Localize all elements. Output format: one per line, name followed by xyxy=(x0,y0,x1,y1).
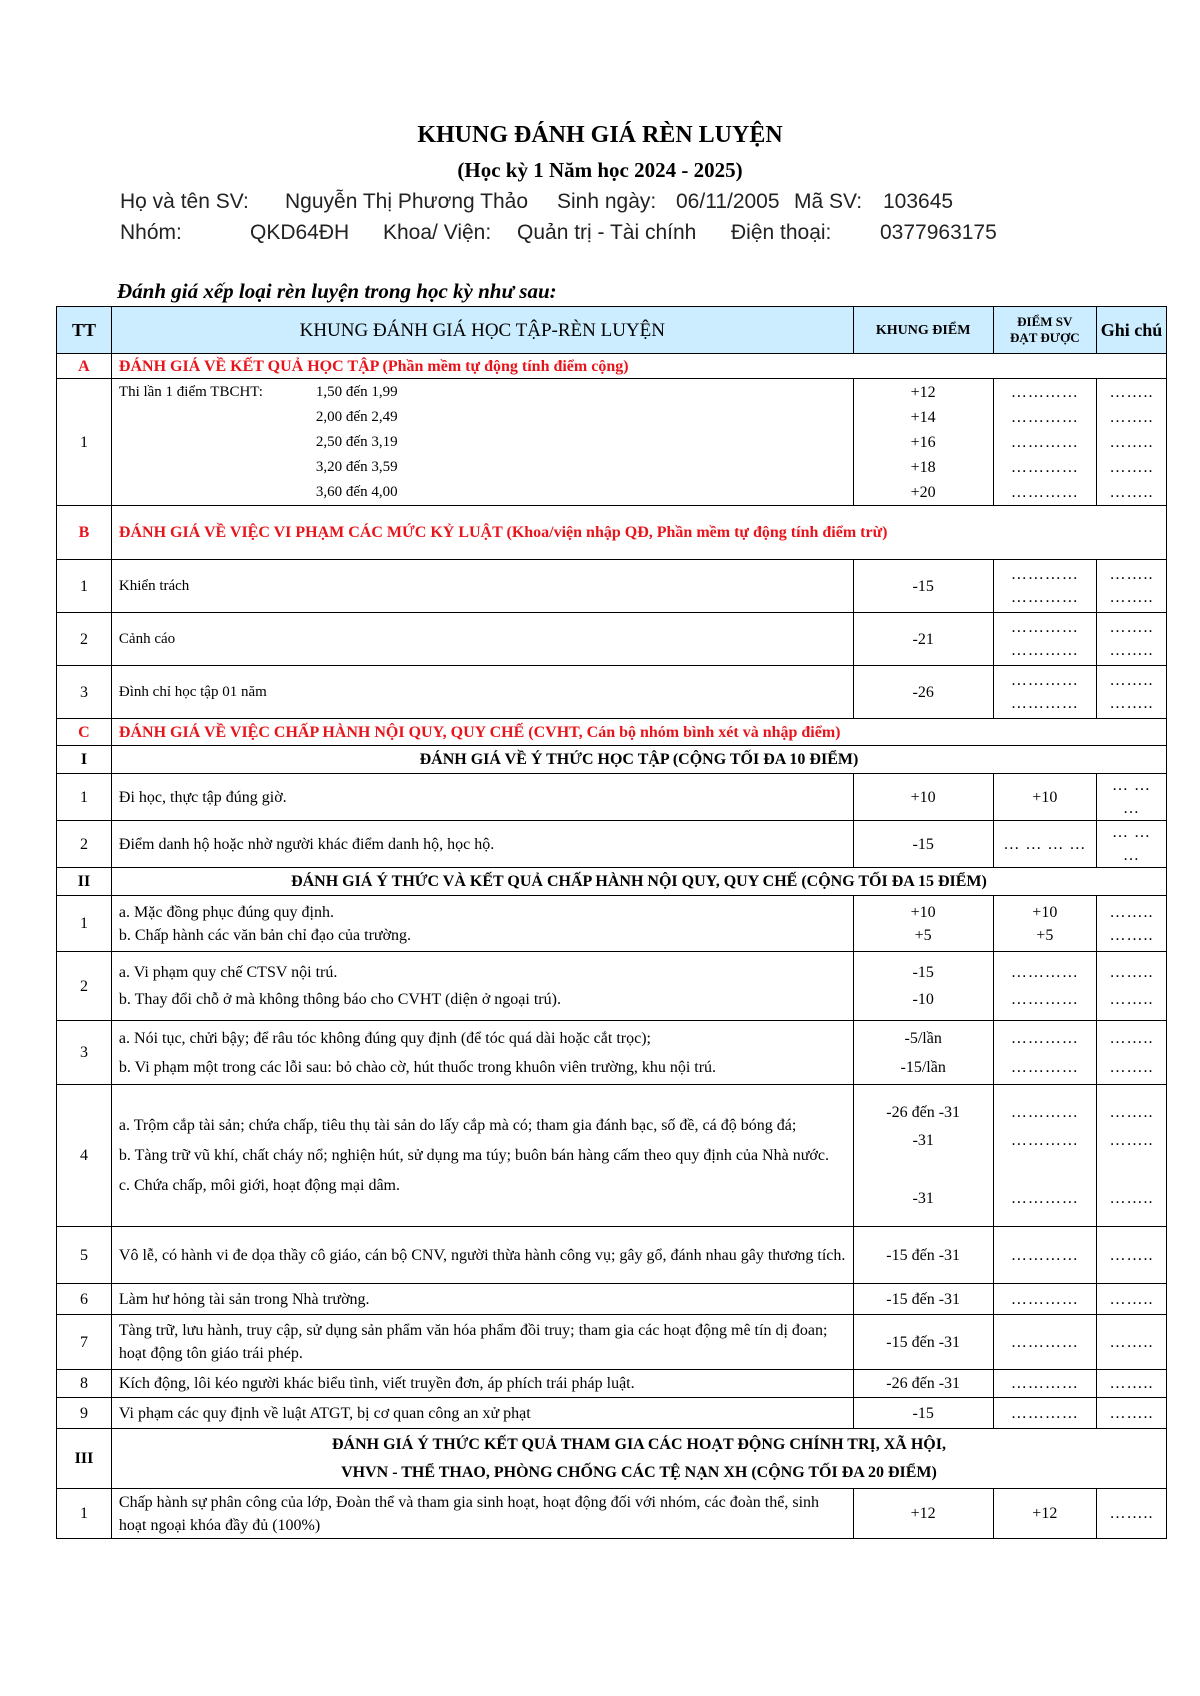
row-text: Chấp hành sự phân công của lớp, Đoàn thể và tham gia sinh hoạt, hoạt động đối với nhóm, các đoàn thể, sinh hoạt ngoại khóa đầy đủ (100%) xyxy=(111,1489,853,1539)
row-text: Làm hư hỏng tài sản trong Nhà trường. xyxy=(111,1284,853,1315)
row-number: 8 xyxy=(57,1370,112,1398)
note-field[interactable]: … … … xyxy=(1096,774,1166,821)
note-field[interactable]: … … … xyxy=(1096,821,1166,868)
table-row xyxy=(57,896,1167,952)
row-text: a. Vi phạm quy chế CTSV nội trú. b. Thay đổi chỗ ở mà không thông báo cho CVHT (diện ở ngoại trú). xyxy=(111,952,853,1021)
row-points: +10 +5 xyxy=(853,896,993,952)
note-field[interactable]: …….. …….. xyxy=(1096,952,1166,1021)
table-row xyxy=(57,1021,1167,1085)
subsection-ii xyxy=(57,868,1167,896)
student-points-field[interactable]: +12 xyxy=(993,1489,1096,1539)
note-field[interactable]: …….. xyxy=(1096,1398,1166,1429)
row-text: Khiển trách xyxy=(111,560,853,613)
row-points: -15 đến -31 xyxy=(853,1284,993,1315)
evaluation-lead: Đánh giá xếp loại rèn luyện trong học kỳ như sau: xyxy=(117,279,557,303)
note-field[interactable]: …….. …….. xyxy=(1096,560,1166,613)
table-row xyxy=(57,1227,1167,1284)
student-points-field[interactable]: … … … … xyxy=(993,821,1096,868)
student-points-field[interactable]: ………… ………… xyxy=(993,666,1096,719)
note-field[interactable]: …….. xyxy=(1096,1227,1166,1284)
table-row xyxy=(57,821,1167,868)
row-number: 4 xyxy=(57,1085,112,1227)
table-row xyxy=(57,952,1167,1021)
student-id: 103645 xyxy=(883,190,954,213)
student-points-field[interactable]: ………… ………… xyxy=(993,952,1096,1021)
student-points-field[interactable]: ………… xyxy=(993,1398,1096,1429)
note-field[interactable]: …….. …….. xyxy=(1096,613,1166,666)
table-row xyxy=(57,379,1167,506)
table-row xyxy=(57,1284,1167,1315)
subsection-i-title: ĐÁNH GIÁ VỀ Ý THỨC HỌC TẬP (CỘNG TỐI ĐA 10 ĐIỂM) xyxy=(111,746,1166,774)
row-points: -5/lần -15/lần xyxy=(853,1021,993,1085)
student-faculty: Quản trị - Tài chính xyxy=(517,221,697,244)
section-a-title: ĐÁNH GIÁ VỀ KẾT QUẢ HỌC TẬP (Phần mềm tự động tính điểm cộng) xyxy=(111,354,1166,379)
student-phone: 0377963175 xyxy=(880,221,997,244)
dob-label: Sinh ngày: xyxy=(557,190,657,213)
header-student-points: ĐIỂM SV ĐẠT ĐƯỢC xyxy=(993,307,1096,354)
row-points: -15 xyxy=(853,1398,993,1429)
student-points-field[interactable]: ………… xyxy=(993,1315,1096,1370)
row-number: 2 xyxy=(57,952,112,1021)
section-b-code: B xyxy=(57,506,112,560)
row-points: -15 đến -31 xyxy=(853,1315,993,1370)
row-points: -15 đến -31 xyxy=(853,1227,993,1284)
phone-label: Điện thoại: xyxy=(731,221,832,244)
row-text: Vô lễ, có hành vi đe dọa thầy cô giáo, cán bộ CNV, người thừa hành công vụ; gây gổ, đánh nhau gây thương tích. xyxy=(111,1227,853,1284)
note-field[interactable]: …….. …….. xyxy=(1096,896,1166,952)
page-subtitle: (Học kỳ 1 Năm học 2024 - 2025) xyxy=(457,158,743,182)
note-field[interactable]: …….. xyxy=(1096,1370,1166,1398)
row-points: -26 xyxy=(853,666,993,719)
student-points-field[interactable]: +10 xyxy=(993,774,1096,821)
table-row xyxy=(57,1398,1167,1429)
page-title: KHUNG ĐÁNH GIÁ RÈN LUYỆN xyxy=(417,122,783,148)
row-points: -26 đến -31 -31 -31 xyxy=(853,1085,993,1227)
evaluation-table xyxy=(56,306,1167,1539)
row-points: +10 xyxy=(853,774,993,821)
row-number: 1 xyxy=(57,896,112,952)
row-text: Đi học, thực tập đúng giờ. xyxy=(111,774,853,821)
note-field[interactable]: …….. …….. xyxy=(1096,1021,1166,1085)
row-points: -15 -10 xyxy=(853,952,993,1021)
faculty-label: Khoa/ Viện: xyxy=(383,221,492,244)
student-points-field[interactable]: +10 +5 xyxy=(993,896,1096,952)
row-number: 1 xyxy=(57,774,112,821)
header-points: KHUNG ĐIỂM xyxy=(853,307,993,354)
table-row xyxy=(57,1489,1167,1539)
student-dob: 06/11/2005 xyxy=(676,190,780,213)
subsection-i xyxy=(57,746,1167,774)
student-points-field[interactable]: ………… ………… xyxy=(993,560,1096,613)
subsection-iii-title: ĐÁNH GIÁ Ý THỨC KẾT QUẢ THAM GIA CÁC HOẠT ĐỘNG CHÍNH TRỊ, XÃ HỘI, VHVN - THỂ THAO, PHÒNG CHỐNG CÁC TỆ NẠN XH (CỘNG TỐI ĐA 20 ĐIỂM) xyxy=(111,1429,1166,1489)
row-number: 5 xyxy=(57,1227,112,1284)
section-a xyxy=(57,354,1167,379)
row-points: -15 xyxy=(853,560,993,613)
student-points-field[interactable]: ………… xyxy=(993,1227,1096,1284)
note-field[interactable]: …….. xyxy=(1096,1489,1166,1539)
student-points-field[interactable]: ………… ………… ………… ………… ………… xyxy=(993,379,1096,506)
row-number: 3 xyxy=(57,1021,112,1085)
row-text: a. Mặc đồng phục đúng quy định. b. Chấp hành các văn bản chỉ đạo của trường. xyxy=(111,896,853,952)
row-number: 7 xyxy=(57,1315,112,1370)
row-number: 2 xyxy=(57,613,112,666)
note-field[interactable]: …….. xyxy=(1096,1284,1166,1315)
header-note: Ghi chú xyxy=(1096,307,1166,354)
row-number: 1 xyxy=(57,560,112,613)
subsection-i-code: I xyxy=(57,746,112,774)
student-points-field[interactable]: ………… ………… xyxy=(993,1021,1096,1085)
table-row xyxy=(57,1315,1167,1370)
row-text: a. Nói tục, chửi bậy; để râu tóc không đúng quy định (để tóc quá dài hoặc cắt trọc); b. Vi phạm một trong các lỗi sau: bỏ chào cờ, hút thuốc trong khuôn viên trường, khu nội trú. xyxy=(111,1021,853,1085)
table-row xyxy=(57,560,1167,613)
row-points: +12 xyxy=(853,1489,993,1539)
row-number: 6 xyxy=(57,1284,112,1315)
subsection-iii-code: III xyxy=(57,1429,112,1489)
student-name: Nguyễn Thị Phương Thảo xyxy=(285,190,529,213)
section-a-code: A xyxy=(57,354,112,379)
student-id-label: Mã SV: xyxy=(794,190,863,213)
row-points: +12 +14 +16 +18 +20 xyxy=(853,379,993,506)
subsection-ii-code: II xyxy=(57,868,112,896)
row-number: 1 xyxy=(57,1489,112,1539)
row-text: Tàng trữ, lưu hành, truy cập, sử dụng sản phẩm văn hóa phẩm đồi truy; tham gia các hoạt động mê tín dị đoan; hoạt động tôn giáo trái phép. xyxy=(111,1315,853,1370)
row-text: Vi phạm các quy định về luật ATGT, bị cơ quan công an xử phạt xyxy=(111,1398,853,1429)
header-criteria: KHUNG ĐÁNH GIÁ HỌC TẬP-RÈN LUYỆN xyxy=(111,307,853,354)
row-points: -26 đến -31 xyxy=(853,1370,993,1398)
section-c-code: C xyxy=(57,719,112,746)
row-text: Điểm danh hộ hoặc nhờ người khác điểm danh hộ, học hộ. xyxy=(111,821,853,868)
table-row xyxy=(57,666,1167,719)
note-field[interactable]: …….. …….. xyxy=(1096,666,1166,719)
student-group: QKD64ĐH xyxy=(250,221,350,244)
row-text: Kích động, lôi kéo người khác biểu tình, viết truyền đơn, áp phích trái pháp luật. xyxy=(111,1370,853,1398)
header-tt: TT xyxy=(57,307,112,354)
note-field[interactable]: …….. xyxy=(1096,1315,1166,1370)
row-text: Đình chỉ học tập 01 năm xyxy=(111,666,853,719)
section-c xyxy=(57,719,1167,746)
table-row xyxy=(57,613,1167,666)
student-points-field[interactable]: ………… ………… xyxy=(993,613,1096,666)
row-points: -21 xyxy=(853,613,993,666)
row-number: 2 xyxy=(57,821,112,868)
name-label: Họ và tên SV: xyxy=(120,190,249,213)
section-c-title: ĐÁNH GIÁ VỀ VIỆC CHẤP HÀNH NỘI QUY, QUY CHẾ (CVHT, Cán bộ nhóm bình xét và nhập điểm) xyxy=(111,719,1166,746)
group-label: Nhóm: xyxy=(120,221,182,244)
subsection-ii-title: ĐÁNH GIÁ Ý THỨC VÀ KẾT QUẢ CHẤP HÀNH NỘI QUY, QUY CHẾ (CỘNG TỐI ĐA 15 ĐIỂM) xyxy=(111,868,1166,896)
note-field[interactable]: …….. …….. …….. xyxy=(1096,1085,1166,1227)
student-points-field[interactable]: ………… xyxy=(993,1370,1096,1398)
note-field[interactable]: …….. …….. …….. …….. …….. xyxy=(1096,379,1166,506)
table-row xyxy=(57,774,1167,821)
row-number: 9 xyxy=(57,1398,112,1429)
section-b xyxy=(57,506,1167,560)
student-points-field[interactable]: ………… ………… ………… xyxy=(993,1085,1096,1227)
row-text: a. Trộm cắp tài sản; chứa chấp, tiêu thụ tài sản do lấy cắp mà có; tham gia đánh bạc, số đề, cá độ bóng đá; b. Tàng trữ vũ khí, chất cháy nổ; nghiện hút, sử dụng ma túy; buôn bán hàng cấm theo quy định của Nhà nước. c. Chứa chấp, môi giới, hoạt động mại dâm. xyxy=(111,1085,853,1227)
row-text: Cảnh cáo xyxy=(111,613,853,666)
row-text: Thi lần 1 điểm TBCHT: 1,50 đến 1,99 2,00 đến 2,49 2,50 đến 3,19 3,20 đến 3,59 3,60 đến 4,00 xyxy=(111,379,853,506)
table-header xyxy=(57,307,1167,354)
row-number: 3 xyxy=(57,666,112,719)
table-row xyxy=(57,1370,1167,1398)
row-number: 1 xyxy=(57,379,112,506)
section-b-title: ĐÁNH GIÁ VỀ VIỆC VI PHẠM CÁC MỨC KỶ LUẬT (Khoa/viện nhập QĐ, Phần mềm tự động tính điểm trừ) xyxy=(111,506,1166,560)
row-points: -15 xyxy=(853,821,993,868)
subsection-iii xyxy=(57,1429,1167,1489)
student-points-field[interactable]: ………… xyxy=(993,1284,1096,1315)
table-row xyxy=(57,1085,1167,1227)
